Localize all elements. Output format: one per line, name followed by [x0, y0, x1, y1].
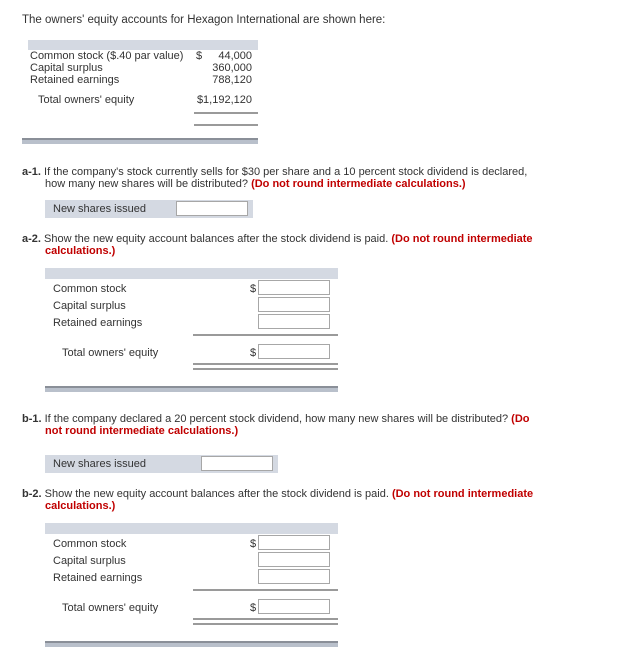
row-label: Retained earnings — [30, 74, 120, 86]
question-text: Show the new equity account balances after the stock dividend is paid. — [44, 233, 389, 245]
total-underline — [194, 112, 258, 114]
row-value: 788,120 — [212, 74, 252, 86]
question-text-cont: how many new shares will be distributed? — [45, 178, 248, 190]
currency-symbol: $ — [250, 347, 257, 359]
instruction-note: (Do not round intermediate calculations.) — [251, 178, 466, 190]
row-value: 360,000 — [212, 62, 252, 74]
subtotal-rule — [193, 589, 338, 591]
field-label: New shares issued — [53, 458, 146, 470]
a2-capital-surplus-input[interactable] — [258, 297, 330, 312]
total-double-rule — [193, 623, 338, 625]
b2-table-header — [45, 523, 338, 534]
intro-text: The owners' equity accounts for Hexagon International are shown here: — [22, 14, 386, 26]
row-label: Retained earnings — [53, 572, 143, 584]
b2-common-stock-input[interactable] — [258, 535, 330, 550]
total-label: Total owners' equity — [62, 602, 159, 614]
table-row — [28, 74, 258, 86]
question-a2 — [22, 233, 533, 257]
table-row — [28, 50, 258, 62]
field-label: New shares issued — [53, 203, 146, 215]
row-label: Common stock — [53, 538, 127, 550]
question-number: a-1. — [22, 166, 41, 178]
instruction-note: (Do not round intermediate — [391, 233, 533, 245]
table-row — [28, 62, 258, 74]
row-label: Capital surplus — [53, 555, 126, 567]
question-number: b-1. — [22, 413, 42, 425]
a2-common-stock-input[interactable] — [258, 280, 330, 295]
b2-capital-surplus-input[interactable] — [258, 552, 330, 567]
question-b1 — [22, 413, 530, 437]
total-value: $1,192,120 — [196, 94, 252, 106]
total-label: Total owners' equity — [62, 347, 159, 359]
instruction-note: (Do not round intermediate — [391, 488, 534, 500]
total-rule — [193, 618, 338, 620]
instruction-note: (Do — [511, 413, 530, 425]
a2-footer-bar — [45, 386, 338, 392]
a1-new-shares-input[interactable] — [176, 201, 248, 216]
currency-symbol: $ — [196, 50, 203, 62]
question-text: If the company declared a 20 percent stock dividend, how many new shares will be distributed? — [44, 413, 509, 425]
b2-total-equity-input[interactable] — [258, 599, 330, 614]
question-number: b-2. — [22, 488, 42, 500]
instruction-note-cont: calculations.) — [45, 245, 116, 257]
total-double-rule — [193, 368, 338, 370]
a2-total-equity-input[interactable] — [258, 344, 330, 359]
currency-symbol: $ — [250, 283, 257, 295]
question-b2 — [22, 488, 533, 512]
question-a1 — [22, 166, 527, 190]
a2-retained-earnings-input[interactable] — [258, 314, 330, 329]
total-double-underline — [194, 124, 258, 126]
instruction-note-cont: not round intermediate calculations.) — [45, 425, 239, 437]
row-label: Retained earnings — [53, 317, 143, 329]
currency-symbol: $ — [250, 602, 257, 614]
a2-table-header — [45, 268, 338, 279]
question-text: Show the new equity account balances after the stock dividend is paid. — [44, 488, 389, 500]
question-number: a-2. — [22, 233, 41, 245]
subtotal-rule — [193, 334, 338, 336]
row-label: Common stock — [53, 283, 127, 295]
total-row — [28, 94, 258, 106]
total-rule — [193, 363, 338, 365]
row-label: Capital surplus — [53, 300, 126, 312]
question-text: If the company's stock currently sells for $30 per share and a 10 percent stock dividend is declared, — [44, 166, 528, 178]
total-label: Total owners' equity — [38, 94, 135, 106]
given-equity-table — [28, 40, 258, 106]
row-value: 44,000 — [218, 50, 252, 62]
row-label: Capital surplus — [30, 62, 103, 74]
b1-new-shares-input[interactable] — [201, 456, 273, 471]
instruction-note-cont: calculations.) — [45, 500, 116, 512]
table-header — [28, 40, 258, 50]
b2-footer-bar — [45, 641, 338, 647]
currency-symbol: $ — [250, 538, 257, 550]
a1-answer-row — [45, 200, 253, 218]
b1-answer-row — [45, 455, 278, 473]
row-label: Common stock ($.40 par value) — [30, 50, 184, 62]
b2-retained-earnings-input[interactable] — [258, 569, 330, 584]
table-footer-bar — [22, 138, 258, 144]
